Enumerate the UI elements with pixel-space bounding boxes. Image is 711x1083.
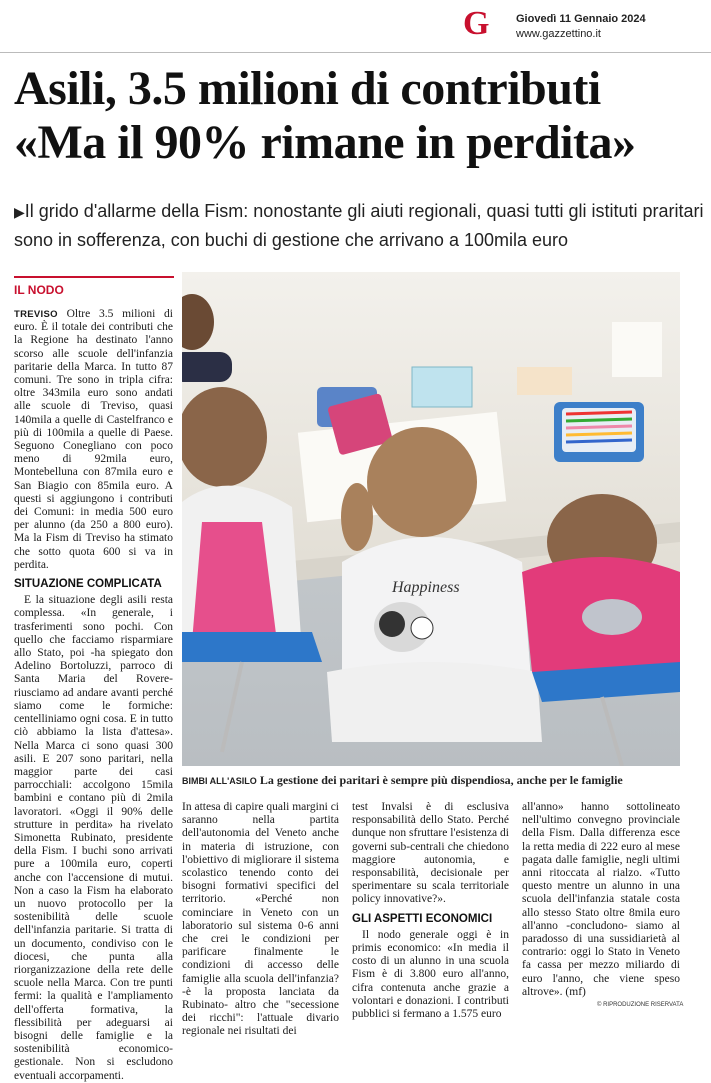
subheading-situazione: SITUAZIONE COMPLICATA [14,578,162,591]
gazzettino-logo: G [463,5,490,42]
column-3 [352,801,509,1021]
shirt-print-text: Happiness [392,579,460,596]
column-4 [522,801,680,999]
deck-subtitle [14,197,704,254]
article-photo [182,272,680,766]
dateline: TREVISO [14,309,58,320]
deck-text: Il grido d'allarme della Fism: nonostante gli aiuti regionali, quasi tutti gli istituti praritari sono in sofferenza, con buchi di gestione che arrivano a 100mila euro [14,201,704,250]
masthead-divider [0,52,711,53]
subheading-aspetti-economici: GLI ASPETTI ECONOMICI [352,912,493,925]
paragraph: E la situazione degli asili resta complessa. «In generale, i trasferimenti sono pochi. Con quello che facciamo risparmiare allo Stato, poi -ha spiegato don Adelino Bortoluzzi, parroco di Santa Maria del Rovere- riusciamo ad andare avanti perché siamo come le formiche: centelliniamo ogni cosa. E in tutto ciò abbiamo la lista d'attesa». Nella Marca ci sono quasi 300 asili. E 207 sono paritari, nella maggior parte dei casi parrocchiali: accolgono 15mila bambini e contano più di 2mila lavoratori. «Oggi il 90% delle strutture in perdita» ha rivelato Simonetta Rubinato, presidente della Fism. I buchi sono arrivati pure a 100mila euro, coperti anche con l'accensione di mutui. Non a caso la Fism ha elaborato un nuovo protocollo per la sostenibilità delle scuole dell'infanzia paritarie. Si tratta di un documento, condiviso con le diocesi, che punta alla riorganizzazione della rete delle scuole nella Marca. Con tre punti fermi: la qualità e l'ampliamento dell'offerta formativa, la flessibilità per adeguarsi ai bisogni delle famiglie e la sostenibilità economico-gestionale. Non si escludono eventuali accorpamenti. [14,594,173,1082]
caption-text: La gestione dei paritari è sempre più dispendiosa, anche per le famiglie [259,773,623,787]
kicker-label: IL NODO [14,283,64,297]
caption-label: BIMBI ALL'ASILO [182,776,257,786]
column-1 [14,308,173,1083]
paragraph-text: Oltre 3.5 milioni di euro. È il totale dei contributi che la Regione ha destinato l'anno scorso alle scuole dell'infanzia paritarie della Marca. In tutto 87 comuni. Tre sono in tripla cifra: oltre 343mila euro sono andati alle scuole di Treviso, quasi 140mila a quelle di Castelfranco e più di 100mila a quelle di Paese. Seguono Conegliano con poco meno di 92mila euro, Montebelluna con 87mila euro e San Biagio con 85mila euro. A questi si aggiungono i contributi dei Comuni: in media 500 euro per alunno (da 250 a 800 euro). Ma la Fism di Treviso ha stimato che sotto quota 600 si va in perdita. [14,308,173,571]
children-drawing-photo [182,272,680,766]
kicker-rule [14,276,174,278]
headline [14,62,704,170]
copyright-notice: © RIPRODUZIONE RISERVATA [597,1002,684,1008]
paragraph: Il nodo generale oggi è in primis economico: «In media il costo di un alunno in una scuola Fism è di 3.800 euro all'anno, cifra contenuta anche grazie a volontari e donazioni. I contributi pubblici si fermano a 1.575 euro [352,928,509,1021]
paragraph: test Invalsi è di esclusiva responsabilità dello Stato. Perché dunque non sfruttare l'esistenza di governi sub-centrali che chiedono maggiore autonomia, e responsabilità, decisionale per sperimentare su scala territoriale policy innovative?». [352,801,509,906]
headline-line-1: Asili, 3.5 milioni di contributi [14,62,601,115]
deck-triangle-icon: ▶ [14,204,25,220]
masthead [0,0,711,52]
issue-date: Giovedì 11 Gennaio 2024 [516,13,646,25]
column-2 [182,801,339,1039]
website-url: www.gazzettino.it [516,28,601,40]
photo-caption [182,773,692,788]
paragraph [14,308,173,572]
paragraph: all'anno» hanno sottolineato nell'ultimo convegno provinciale della Fism. Dalla differenza esce la retta media di 222 euro al mese pagata dalle famiglie, negli ultimi anni ritoccata al rialzo. «Tutto questo mentre un alunno in una scuola dell'infanzia statale costa allo stesso Stato oltre 8mila euro all'anno -concludono- siamo al paradosso di una sussidiarietà al contrario: oggi lo Stato in Veneto fa cassa per mezzo miliardo di euro l'anno, che viene speso altrove». (mf) [522,801,680,998]
paragraph: In attesa di capire quali margini ci saranno nella partita dell'autonomia del Veneto anche in materia di istruzione, con l'obiettivo di migliorare il sistema scolastico tenendo conto dei bisogni formativi specifici del territorio. «Perché non cominciare in Veneto con un laboratorio sul sistema 0-6 anni che crei le condizioni per parificare finalmente le condizioni di accesso delle famiglie alla scuola dell'infanzia? -è la proposta lanciata da Rubinato- altro che "secessione dei ricchi": l'attuale divario regionale nei risultati dei [182,801,339,1038]
headline-line-2: «Ma il 90% rimane in perdita» [14,116,636,169]
